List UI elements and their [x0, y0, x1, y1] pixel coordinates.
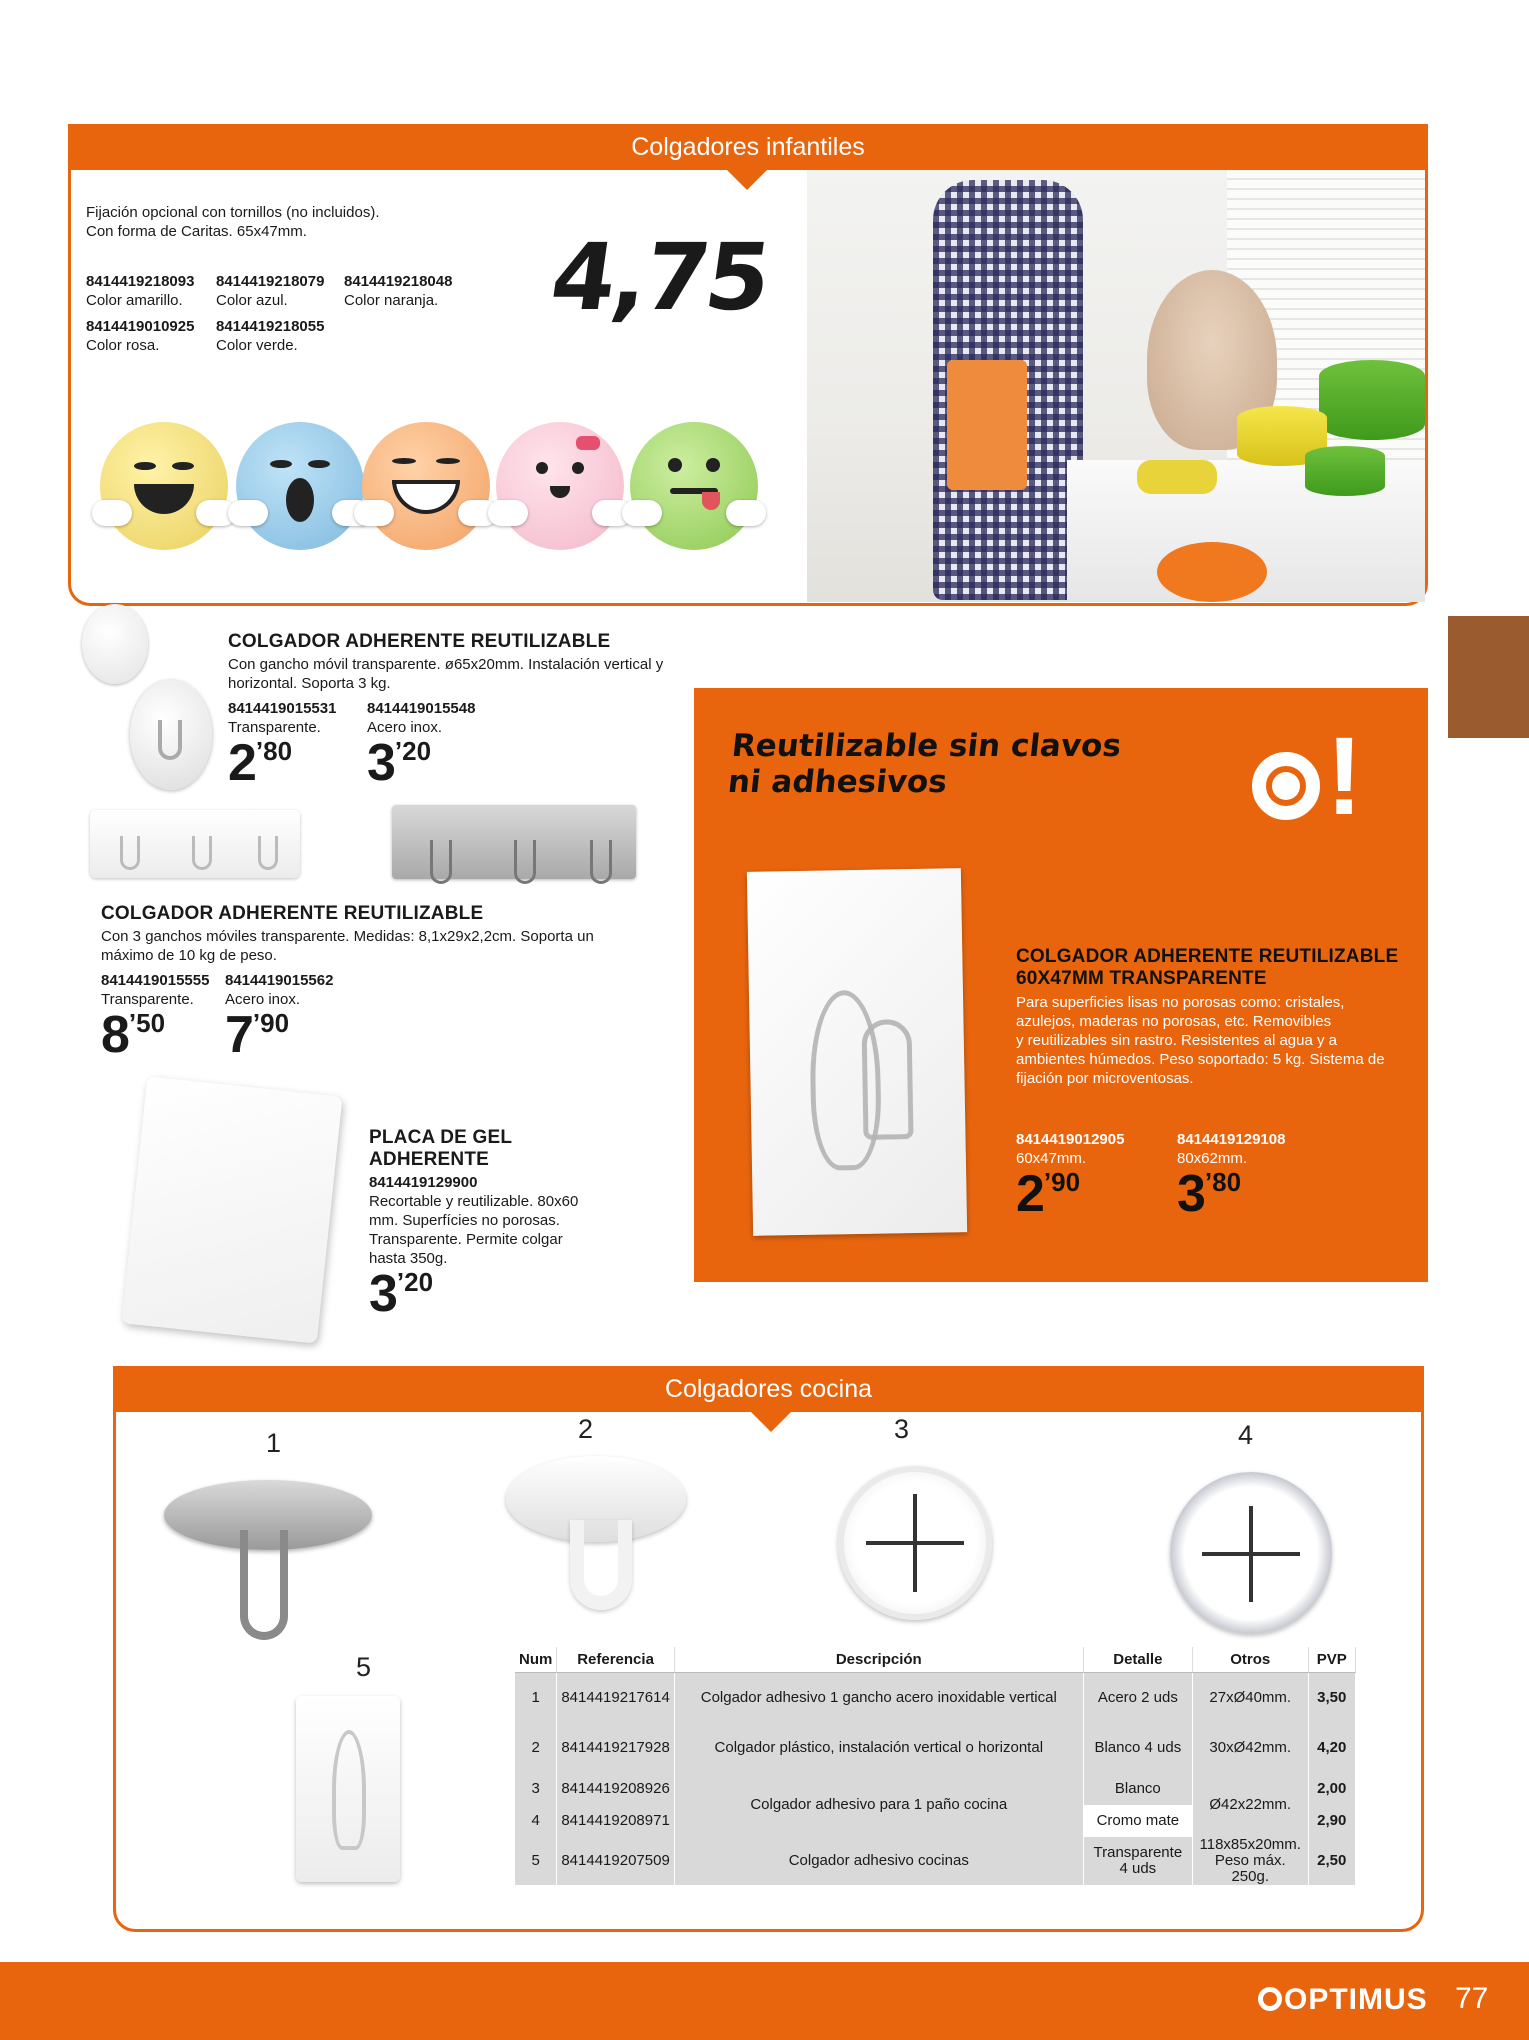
cell-desc: Colgador adhesivo cocinas: [674, 1837, 1083, 1885]
section-title: Colgadores cocina: [664, 1375, 873, 1403]
price-dec: ’90: [252, 1008, 290, 1038]
variant-code: 8414419010925: [86, 318, 195, 335]
faces-variant: [86, 272, 194, 310]
price-int: 3: [367, 734, 395, 792]
cell-pvp: 2,50: [1308, 1837, 1355, 1885]
cell-ref: 8414419217928: [557, 1723, 674, 1773]
product-adherente-1: [228, 631, 688, 693]
promo-headline: [726, 728, 1123, 800]
gel-plate-image: [122, 1076, 343, 1343]
header-num: Num: [515, 1647, 557, 1673]
product-desc: Recortable y reutilizable. 80x60: [369, 1193, 579, 1210]
green-box-small: [1305, 446, 1385, 496]
product-desc: hasta 350g.: [369, 1250, 448, 1267]
variant-code: 8414419015562: [225, 972, 334, 989]
cell-desc: Colgador adhesivo 1 gancho acero inoxidable vertical: [674, 1673, 1083, 1723]
price-int: 8: [101, 1006, 129, 1064]
variant-code: 8414419218093: [86, 273, 195, 290]
table-row: [515, 1673, 1356, 1723]
kids-room-photo: [807, 170, 1425, 602]
cell-otros: [1192, 1837, 1308, 1885]
cell-desc: Colgador plástico, instalación vertical o horizontal: [674, 1723, 1083, 1773]
faces-variant: [216, 272, 324, 310]
variant-code: 8414419218079: [216, 273, 325, 290]
pink-face-icon: [496, 422, 624, 550]
table-row: [515, 1837, 1356, 1885]
product1-variant: [367, 699, 476, 792]
variant-label: 60x47mm.: [1016, 1150, 1087, 1167]
page-number: 77: [1455, 1982, 1489, 2015]
section-header-infantiles: [68, 124, 1428, 170]
header-referencia: Referencia: [557, 1647, 674, 1673]
variant-code: 8414419015531: [228, 700, 337, 717]
price-dec: ’20: [394, 736, 432, 766]
product-desc: mm. Superfícies no porosas.: [369, 1212, 560, 1229]
header-detalle: Detalle: [1083, 1647, 1192, 1673]
product-desc: Con 3 ganchos móviles transparente. Medidas: 8,1x29x2,2cm. Soporta un: [101, 928, 594, 945]
faces-description: [86, 203, 506, 241]
cell-ref: 8414419207509: [557, 1837, 674, 1885]
variant-code: 8414419218048: [344, 273, 453, 290]
variant-label: 80x62mm.: [1177, 1150, 1248, 1167]
price-dec: ’80: [255, 736, 293, 766]
price-dec: ’20: [396, 1267, 434, 1297]
cell-detalle: [1083, 1837, 1192, 1885]
cell-pvp: 2,90: [1308, 1805, 1355, 1837]
variant-color: Color azul.: [216, 292, 288, 309]
price-int: 2: [228, 734, 256, 792]
kitchen-hooks-table: [515, 1647, 1356, 1885]
cell-pvp: 2,00: [1308, 1773, 1355, 1805]
price-int: 2: [1016, 1165, 1044, 1223]
variant-price: [228, 734, 336, 792]
variant-label: Acero inox.: [367, 719, 443, 736]
yellow-face-icon: [100, 422, 228, 550]
side-tab: [1448, 616, 1529, 738]
variant-color: Color rosa.: [86, 337, 160, 354]
variant-label: Acero inox.: [225, 991, 301, 1008]
table-row: [515, 1723, 1356, 1773]
price-int: 7: [225, 1006, 253, 1064]
variant-price: [225, 1006, 333, 1064]
cell-otros: 30xØ42mm.: [1192, 1723, 1308, 1773]
image-number: 1: [266, 1428, 282, 1458]
product-desc: ambientes húmedos. Peso soportado: 5 kg. Sistema de: [1016, 1051, 1385, 1068]
cell-num: 5: [515, 1837, 557, 1885]
image-number: 5: [356, 1652, 372, 1682]
table-row: [515, 1773, 1356, 1805]
orange-face-icon: [362, 422, 490, 550]
price-dec: ’90: [1043, 1167, 1081, 1197]
cell-num: 4: [515, 1805, 557, 1837]
headline-line: Reutilizable sin clavos: [730, 728, 1123, 764]
cell-ref: 8414419208926: [557, 1773, 674, 1805]
cell-detalle: Acero 2 uds: [1083, 1673, 1192, 1723]
product-code: 8414419129900: [369, 1174, 478, 1191]
product-desc: máximo de 10 kg de peso.: [101, 947, 277, 964]
product-desc: y reutilizables sin rastro. Resistentes al agua y a: [1016, 1032, 1337, 1049]
toy-car: [1137, 460, 1217, 494]
variant-price: [101, 1006, 209, 1064]
section-header-cocina: [113, 1366, 1424, 1412]
otros-line: 118x85x20mm.: [1199, 1835, 1301, 1853]
variant-color: Color verde.: [216, 337, 298, 354]
variant-code: 8414419218055: [216, 318, 325, 335]
faces-variant: [86, 317, 194, 355]
product-title: PLACA DE GEL: [369, 1127, 513, 1148]
orange-toy: [1157, 542, 1267, 602]
variant-label: Transparente.: [101, 991, 194, 1008]
variant-code: 8414419012905: [1016, 1131, 1125, 1148]
headline-line: ni adhesivos: [726, 764, 949, 800]
cell-desc: Colgador adhesivo para 1 paño cocina: [674, 1773, 1083, 1837]
detalle-line: 4 uds: [1119, 1859, 1157, 1877]
variant-code: 8414419015548: [367, 700, 476, 717]
faces-variant: [216, 317, 324, 355]
cell-pvp: 4,20: [1308, 1723, 1355, 1773]
cell-ref: 8414419208971: [557, 1805, 674, 1837]
cell-detalle: Cromo mate: [1083, 1805, 1192, 1837]
product-adherente-2: [101, 903, 641, 965]
cell-pvp: 3,50: [1308, 1673, 1355, 1723]
product-desc: fijación por microventosas.: [1016, 1070, 1194, 1087]
cell-otros: 27xØ40mm.: [1192, 1673, 1308, 1723]
header-descripcion: Descripción: [674, 1647, 1083, 1673]
cell-num: 1: [515, 1673, 557, 1723]
green-box: [1319, 360, 1425, 440]
faces-variant: [344, 272, 452, 310]
orange-pocket: [947, 360, 1027, 490]
cell-ref: 8414419217614: [557, 1673, 674, 1723]
header-pvp: PVP: [1308, 1647, 1355, 1673]
plus-icon: [1272, 772, 1300, 800]
optimus-logo-icon: [1258, 1987, 1282, 2011]
variant-label: Transparente.: [228, 719, 321, 736]
cell-detalle: Blanco: [1083, 1773, 1192, 1805]
product1-variant: [228, 699, 337, 792]
product2-variant: [101, 971, 210, 1064]
desc-line: Con forma de Caritas. 65x47mm.: [86, 223, 307, 240]
variant-code: 8414419129108: [1177, 1131, 1286, 1148]
variant-price: [1177, 1165, 1285, 1223]
image-number: 2: [578, 1414, 594, 1444]
faces-price: 4,75: [544, 224, 775, 331]
table-header-row: [515, 1647, 1356, 1673]
product-desc: Transparente. Permite colgar: [369, 1231, 563, 1248]
otros-line: Peso máx. 250g.: [1214, 1851, 1286, 1885]
product-desc: Para superficies lisas no porosas como: cristales,: [1016, 994, 1345, 1011]
promo-box: [694, 688, 1428, 1282]
blue-face-icon: [236, 422, 364, 550]
brand-name: OPTIMUS: [1284, 1983, 1428, 2016]
price-int: 3: [1177, 1165, 1205, 1223]
image-number: 4: [1238, 1420, 1254, 1450]
product-title: COLGADOR ADHERENTE REUTILIZABLE: [228, 631, 611, 652]
cell-otros: Ø42x22mm.: [1192, 1773, 1308, 1837]
product-title: COLGADOR ADHERENTE REUTILIZABLE: [101, 903, 484, 924]
price-int: 3: [369, 1265, 397, 1323]
optimus-brand: [1258, 1982, 1428, 2018]
product2-variant: [225, 971, 334, 1064]
variant-color: Color amarillo.: [86, 292, 183, 309]
product-title: ADHERENTE: [369, 1149, 490, 1170]
footer-bar: [0, 1962, 1529, 2040]
product-gel-plate: [369, 1127, 609, 1323]
price-dec: ’50: [128, 1008, 166, 1038]
promo-hook-image: [747, 868, 967, 1236]
cell-num: 2: [515, 1723, 557, 1773]
variant-price: [1016, 1165, 1124, 1223]
cell-num: 3: [515, 1773, 557, 1805]
product-title: 60X47MM TRANSPARENTE: [1016, 968, 1267, 989]
product-desc: Con gancho móvil transparente. ø65x20mm. Instalación vertical y: [228, 656, 664, 673]
price-dec: ’80: [1204, 1167, 1242, 1197]
variant-color: Color naranja.: [344, 292, 439, 309]
variant-code: 8414419015555: [101, 972, 210, 989]
product-price: [369, 1265, 609, 1323]
detalle-line: Transparente: [1093, 1843, 1183, 1861]
cell-detalle: Blanco 4 uds: [1083, 1723, 1192, 1773]
exclamation-icon: !: [1326, 715, 1363, 838]
image-number: 3: [894, 1414, 910, 1444]
section-title: Colgadores infantiles: [631, 133, 865, 161]
variant-price: [367, 734, 475, 792]
desc-line: Fijación opcional con tornillos (no incluidos).: [86, 204, 380, 221]
promo-product: [1016, 946, 1416, 1088]
promo-variant: [1016, 1130, 1125, 1223]
green-face-icon: [630, 422, 758, 550]
product-desc: azulejos, maderas no porosas, etc. Removibles: [1016, 1013, 1332, 1030]
header-otros: Otros: [1192, 1647, 1308, 1673]
product-desc: horizontal. Soporta 3 kg.: [228, 675, 391, 692]
product-title: COLGADOR ADHERENTE REUTILIZABLE: [1016, 946, 1399, 967]
promo-variant: [1177, 1130, 1286, 1223]
